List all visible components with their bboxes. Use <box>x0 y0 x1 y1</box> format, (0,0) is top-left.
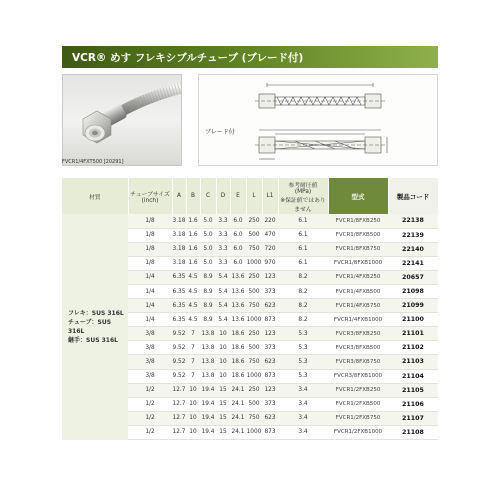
cell-length-l: 250 <box>246 383 262 397</box>
cell-tube-size: 3/8 <box>128 369 172 383</box>
cell-tube-size: 1/4 <box>128 270 172 284</box>
table-row <box>62 214 438 228</box>
cell-dim-a: 6.35 <box>172 270 186 284</box>
cell-dim-d: 3.3 <box>216 256 230 270</box>
cell-dim-d: 10 <box>216 369 230 383</box>
cell-dim-e: 24.1 <box>230 383 246 397</box>
header-tube-size: チューブサイズ (inch) <box>128 178 172 214</box>
cell-tube-size: 1/2 <box>128 383 172 397</box>
cell-product-code: 21106 <box>388 397 438 411</box>
cell-dim-d: 10 <box>216 327 230 341</box>
cell-pressure: 3.4 <box>278 411 328 425</box>
cell-dim-b: 7 <box>186 369 200 383</box>
table-header-row <box>62 178 438 214</box>
material-cell <box>62 214 128 440</box>
cell-dim-c: 13.8 <box>200 355 216 369</box>
cell-product-code: 21108 <box>388 425 438 439</box>
cell-pressure: 3.4 <box>278 425 328 439</box>
cell-dim-b: 10 <box>186 383 200 397</box>
cell-model: FVCR3/8FXB250 <box>328 327 388 341</box>
product-photo <box>62 74 182 166</box>
cell-dim-a: 12.7 <box>172 411 186 425</box>
cell-dim-e: 13.6 <box>230 313 246 327</box>
cell-length-l: 1000 <box>246 256 262 270</box>
cell-tube-size: 1/2 <box>128 425 172 439</box>
cell-tube-size: 1/4 <box>128 284 172 298</box>
cell-product-code: 21107 <box>388 411 438 425</box>
cell-length-l: 750 <box>246 299 262 313</box>
header-a: A <box>172 178 186 214</box>
cell-dim-c: 13.8 <box>200 341 216 355</box>
cell-model: FVCR1/8FXB500 <box>328 228 388 242</box>
cell-dim-a: 6.35 <box>172 299 186 313</box>
header-l: L <box>246 178 262 214</box>
cell-dim-e: 18.6 <box>230 369 246 383</box>
cell-tube-size: 1/2 <box>128 397 172 411</box>
cell-dim-a: 3.18 <box>172 214 186 228</box>
cell-dim-d: 3.3 <box>216 214 230 228</box>
cell-tube-size: 1/2 <box>128 411 172 425</box>
cell-dim-d: 5.4 <box>216 284 230 298</box>
cell-dim-d: 10 <box>216 341 230 355</box>
cell-pressure: 8.2 <box>278 299 328 313</box>
braid-label: ブレード付 <box>205 129 235 136</box>
cell-model: FVCR1/2FXB250 <box>328 383 388 397</box>
cell-product-code: 20657 <box>388 270 438 284</box>
cell-dim-d: 3.3 <box>216 242 230 256</box>
cell-dim-c: 5.0 <box>200 214 216 228</box>
cell-dim-b: 1.6 <box>186 214 200 228</box>
cell-dim-d: 15 <box>216 425 230 439</box>
cell-length-l1: 720 <box>262 242 278 256</box>
cell-length-l: 500 <box>246 284 262 298</box>
cell-dim-a: 9.52 <box>172 355 186 369</box>
cell-tube-size: 1/4 <box>128 299 172 313</box>
cell-product-code: 22138 <box>388 214 438 228</box>
cell-dim-e: 6.0 <box>230 214 246 228</box>
cell-dim-e: 18.6 <box>230 327 246 341</box>
cell-model: FVCR1/8FXB750 <box>328 242 388 256</box>
cell-tube-size: 3/8 <box>128 341 172 355</box>
header-c: C <box>200 178 216 214</box>
cell-tube-size: 1/8 <box>128 214 172 228</box>
cell-model: FVCR3/8FXB500 <box>328 341 388 355</box>
section-title: VCR® めす フレキシブルチューブ (ブレード付) <box>72 51 304 64</box>
cell-dim-d: 15 <box>216 383 230 397</box>
material-line: フレキ：SUS 316L <box>68 309 124 317</box>
cell-dim-b: 4.5 <box>186 299 200 313</box>
cell-pressure: 5.3 <box>278 369 328 383</box>
header-d: D <box>216 178 230 214</box>
cell-length-l: 250 <box>246 214 262 228</box>
cell-dim-b: 1.6 <box>186 228 200 242</box>
cell-length-l1: 873 <box>262 369 278 383</box>
cell-dim-e: 18.6 <box>230 355 246 369</box>
header-model: 型式 <box>328 178 388 214</box>
cell-dim-d: 5.4 <box>216 313 230 327</box>
cell-tube-size: 3/8 <box>128 327 172 341</box>
cell-dim-d: 15 <box>216 411 230 425</box>
cell-dim-b: 7 <box>186 327 200 341</box>
cell-dim-c: 19.4 <box>200 411 216 425</box>
cell-dim-e: 6.0 <box>230 242 246 256</box>
cell-length-l1: 623 <box>262 299 278 313</box>
cell-length-l: 1000 <box>246 425 262 439</box>
spec-table <box>62 178 439 440</box>
cell-dim-d: 5.4 <box>216 299 230 313</box>
cell-dim-b: 1.6 <box>186 242 200 256</box>
cell-dim-e: 13.6 <box>230 284 246 298</box>
cell-model: FVCR1/4FXB250 <box>328 270 388 284</box>
material-line: チューブ：SUS 316L <box>68 318 112 335</box>
cell-model: FVCR1/8FXB1000 <box>328 256 388 270</box>
cell-pressure: 6.1 <box>278 214 328 228</box>
cell-dim-a: 6.35 <box>172 284 186 298</box>
material-line: 継手：SUS 316L <box>68 336 118 344</box>
cell-length-l: 750 <box>246 242 262 256</box>
cell-dim-c: 8.9 <box>200 270 216 284</box>
cell-dim-b: 7 <box>186 341 200 355</box>
cell-model: FVCR1/4FXB750 <box>328 299 388 313</box>
cell-dim-a: 3.18 <box>172 256 186 270</box>
cell-length-l1: 123 <box>262 383 278 397</box>
header-material: 材質 <box>62 178 128 214</box>
cell-model: FVCR1/2FXB750 <box>328 411 388 425</box>
cell-length-l1: 373 <box>262 397 278 411</box>
cell-pressure: 8.2 <box>278 284 328 298</box>
cell-dim-e: 6.0 <box>230 228 246 242</box>
cell-model: FVCR1/4FXB500 <box>328 284 388 298</box>
flexible-tube-image <box>63 75 182 166</box>
cell-dim-a: 9.52 <box>172 341 186 355</box>
cell-product-code: 22140 <box>388 242 438 256</box>
cell-dim-d: 15 <box>216 397 230 411</box>
cell-length-l1: 623 <box>262 411 278 425</box>
cell-dim-c: 8.9 <box>200 284 216 298</box>
cell-dim-e: 24.1 <box>230 397 246 411</box>
cell-product-code: 22141 <box>388 256 438 270</box>
cell-length-l1: 873 <box>262 425 278 439</box>
cell-length-l1: 220 <box>262 214 278 228</box>
cell-length-l: 1000 <box>246 313 262 327</box>
header-b: B <box>186 178 200 214</box>
cell-pressure: 5.3 <box>278 327 328 341</box>
cell-dim-c: 8.9 <box>200 299 216 313</box>
header-pressure: 参考耐圧値 (MPa) ※保証値ではありません <box>278 178 328 214</box>
cell-dim-d: 5.4 <box>216 270 230 284</box>
cell-tube-size: 1/8 <box>128 256 172 270</box>
cell-model: FVCR1/2FXB500 <box>328 397 388 411</box>
dimension-drawing <box>198 74 438 166</box>
cell-model: FVCR1/4FXB1000 <box>328 313 388 327</box>
cell-dim-b: 1.6 <box>186 256 200 270</box>
cell-dim-a: 9.52 <box>172 327 186 341</box>
cell-pressure: 6.1 <box>278 256 328 270</box>
cell-length-l1: 123 <box>262 270 278 284</box>
cell-dim-c: 19.4 <box>200 383 216 397</box>
photo-caption: FVCR1/4FXT500 [20291] <box>62 159 124 165</box>
cell-model: FVCR1/2FXB1000 <box>328 425 388 439</box>
cell-product-code: 21103 <box>388 355 438 369</box>
cell-length-l: 750 <box>246 355 262 369</box>
cell-length-l1: 873 <box>262 313 278 327</box>
cell-product-code: 22139 <box>388 228 438 242</box>
cell-tube-size: 1/4 <box>128 313 172 327</box>
cell-pressure: 8.2 <box>278 313 328 327</box>
cell-dim-b: 10 <box>186 397 200 411</box>
cell-length-l: 500 <box>246 397 262 411</box>
cell-model: FVCR1/8FXB250 <box>328 214 388 228</box>
cell-dim-b: 4.5 <box>186 284 200 298</box>
cell-tube-size: 3/8 <box>128 355 172 369</box>
cell-length-l: 250 <box>246 327 262 341</box>
cell-length-l1: 470 <box>262 228 278 242</box>
cell-dim-a: 12.7 <box>172 397 186 411</box>
cell-dim-e: 13.6 <box>230 299 246 313</box>
cell-model: FVCR3/8FXB750 <box>328 355 388 369</box>
cell-dim-d: 10 <box>216 355 230 369</box>
cell-tube-size: 1/8 <box>128 228 172 242</box>
cell-dim-a: 3.18 <box>172 228 186 242</box>
cell-dim-b: 7 <box>186 355 200 369</box>
cell-dim-b: 4.5 <box>186 313 200 327</box>
cell-dim-c: 19.4 <box>200 397 216 411</box>
cell-dim-e: 13.6 <box>230 270 246 284</box>
cell-dim-c: 5.0 <box>200 242 216 256</box>
cell-product-code: 21099 <box>388 299 438 313</box>
cell-dim-a: 9.52 <box>172 369 186 383</box>
header-l1: L1 <box>262 178 278 214</box>
cell-dim-e: 24.1 <box>230 425 246 439</box>
cell-dim-c: 5.0 <box>200 256 216 270</box>
cell-dim-e: 6.0 <box>230 256 246 270</box>
cell-dim-a: 3.18 <box>172 242 186 256</box>
cell-dim-a: 6.35 <box>172 313 186 327</box>
cell-pressure: 6.1 <box>278 242 328 256</box>
cell-length-l: 500 <box>246 228 262 242</box>
cell-dim-c: 13.8 <box>200 369 216 383</box>
cell-product-code: 21105 <box>388 383 438 397</box>
cell-length-l: 1000 <box>246 369 262 383</box>
technical-drawing <box>199 75 439 167</box>
cell-dim-b: 10 <box>186 411 200 425</box>
cell-pressure: 5.3 <box>278 355 328 369</box>
cell-product-code: 21100 <box>388 313 438 327</box>
cell-dim-c: 8.9 <box>200 313 216 327</box>
cell-length-l1: 373 <box>262 341 278 355</box>
cell-length-l1: 970 <box>262 256 278 270</box>
cell-pressure: 8.2 <box>278 270 328 284</box>
cell-pressure: 6.1 <box>278 228 328 242</box>
cell-product-code: 21104 <box>388 369 438 383</box>
header-product-code: 製品コード <box>388 178 438 214</box>
cell-length-l1: 123 <box>262 327 278 341</box>
cell-model: FVCR3/8FXB1000 <box>328 369 388 383</box>
cell-pressure: 5.3 <box>278 341 328 355</box>
cell-product-code: 21101 <box>388 327 438 341</box>
cell-pressure: 3.4 <box>278 383 328 397</box>
cell-product-code: 21098 <box>388 284 438 298</box>
cell-dim-a: 12.7 <box>172 425 186 439</box>
cell-length-l: 250 <box>246 270 262 284</box>
cell-dim-e: 18.6 <box>230 341 246 355</box>
cell-dim-c: 5.0 <box>200 228 216 242</box>
cell-length-l: 750 <box>246 411 262 425</box>
spec-table-wrapper <box>62 178 438 440</box>
cell-dim-b: 4.5 <box>186 270 200 284</box>
cell-dim-a: 12.7 <box>172 383 186 397</box>
cell-dim-b: 10 <box>186 425 200 439</box>
cell-dim-c: 13.8 <box>200 327 216 341</box>
section-title-bar <box>62 46 438 68</box>
cell-pressure: 3.4 <box>278 397 328 411</box>
cell-dim-c: 19.4 <box>200 425 216 439</box>
cell-product-code: 21102 <box>388 341 438 355</box>
cell-dim-e: 24.1 <box>230 411 246 425</box>
cell-tube-size: 1/8 <box>128 242 172 256</box>
cell-length-l1: 373 <box>262 284 278 298</box>
cell-dim-d: 3.3 <box>216 228 230 242</box>
header-e: E <box>230 178 246 214</box>
cell-length-l1: 623 <box>262 355 278 369</box>
cell-length-l: 500 <box>246 341 262 355</box>
